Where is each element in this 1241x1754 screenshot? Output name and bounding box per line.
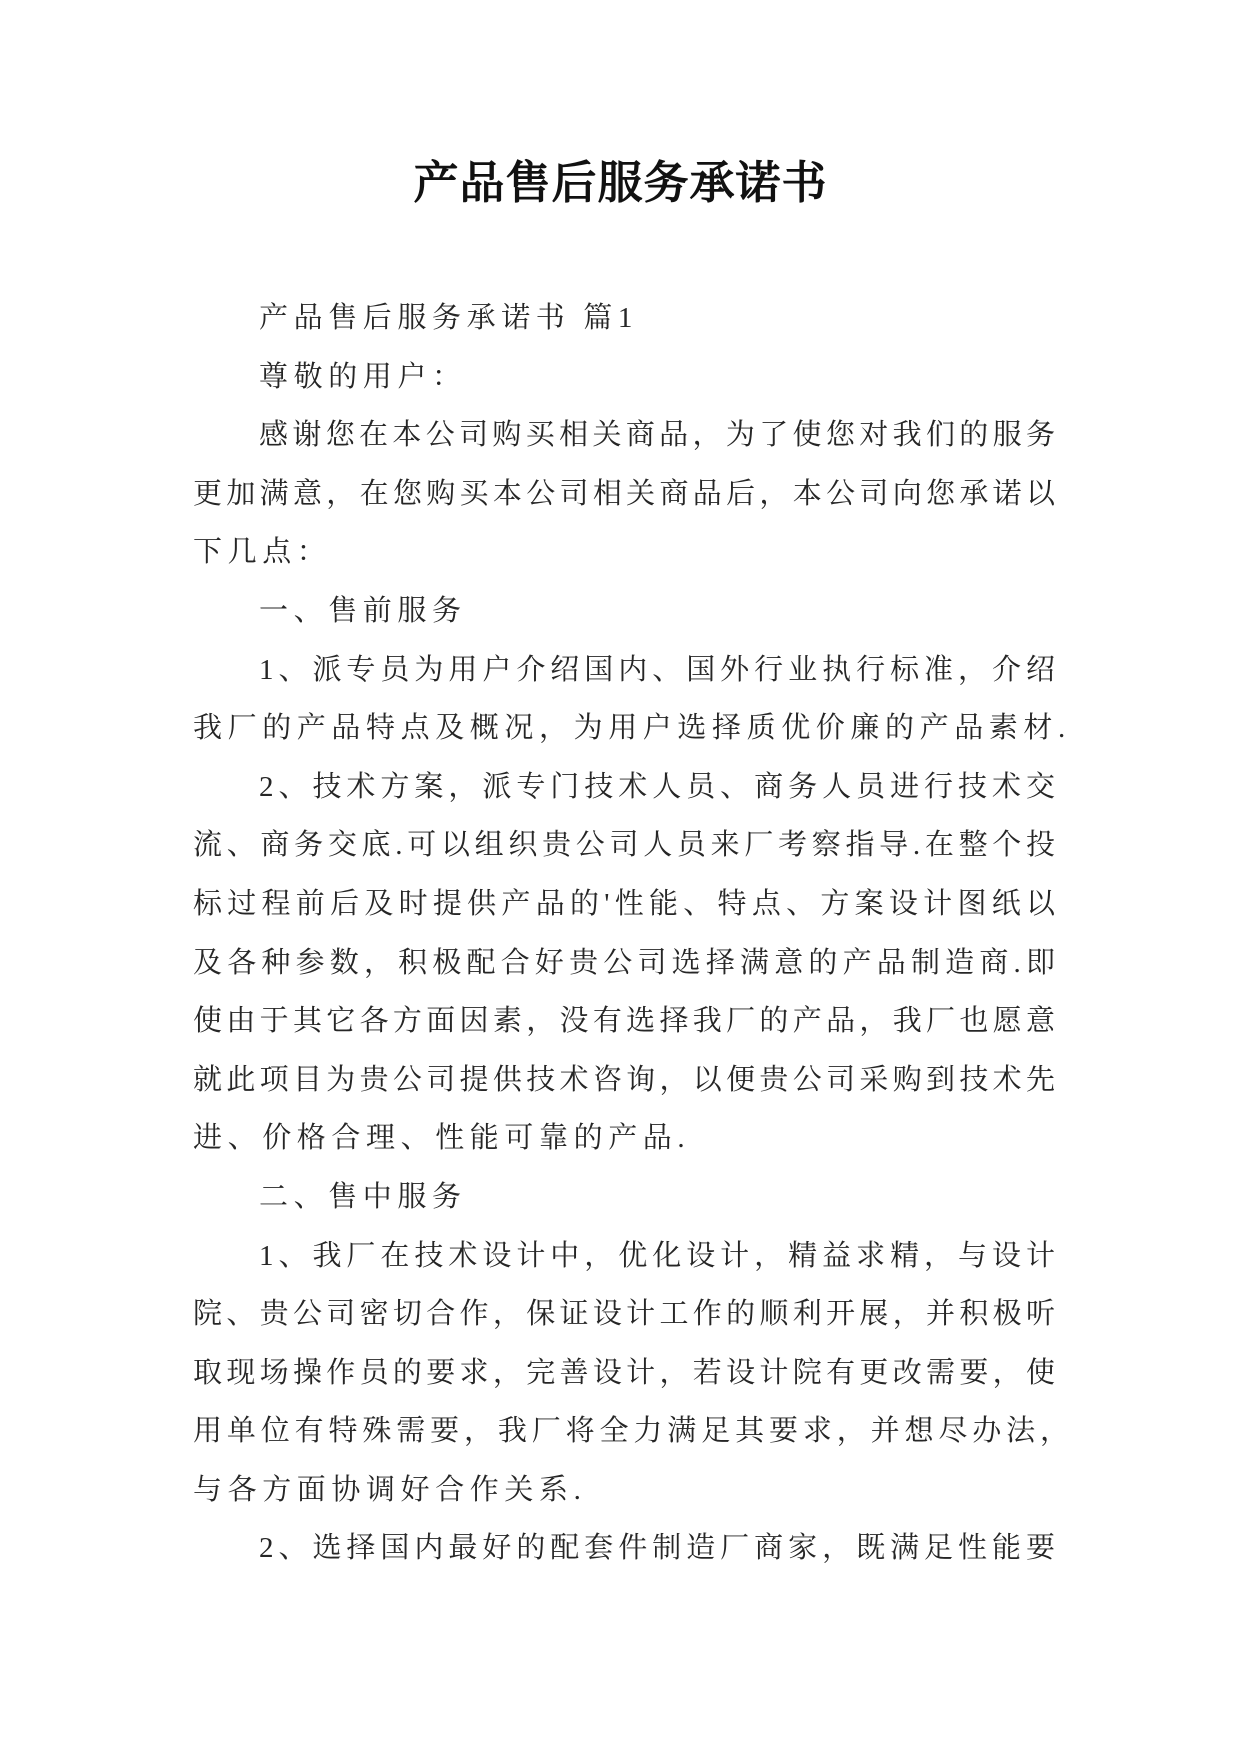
section-heading-presale (193, 582, 1057, 641)
paragraph-line: 用单位有特殊需要，我厂将全力满足其要求，并想尽办法， (193, 1415, 1071, 1448)
paragraph-line: 流、商务交底.可以组织贵公司人员来厂考察指导.在整个投 (193, 829, 1057, 862)
paragraph-line: 下几点： (193, 536, 332, 569)
paragraph-salutation (193, 348, 1057, 407)
document-body (193, 289, 1071, 1578)
paragraph-line: 更加满意，在您购买本公司相关商品后，本公司向您承诺以 (193, 477, 1057, 510)
paragraph-line: 院、贵公司密切合作，保证设计工作的顺利开展，并积极听 (193, 1298, 1057, 1331)
paragraph-line: 二、售中服务 (259, 1180, 467, 1213)
paragraph-line: 与各方面协调好合作关系. (193, 1473, 587, 1506)
paragraph-line: 感谢您在本公司购买相关商品，为了使您对我们的服务 (259, 419, 1057, 452)
paragraph-line: 取现场操作员的要求，完善设计，若设计院有更改需要，使 (193, 1356, 1057, 1389)
paragraph-line: 2、选择国内最好的配套件制造厂商家，既满足性能要 (259, 1532, 1057, 1565)
paragraph-line: 标过程前后及时提供产品的'性能、特点、方案设计图纸以 (193, 887, 1057, 920)
paragraph-line: 进、价格合理、性能可靠的产品. (193, 1122, 691, 1155)
paragraph-line: 尊敬的用户： (259, 360, 467, 393)
section-heading-insale (193, 1168, 1057, 1227)
paragraph-line: 1、派专员为用户介绍国内、国外行业执行标准，介绍 (259, 653, 1057, 686)
paragraph-line: 及各种参数，积极配合好贵公司选择满意的产品制造商.即 (193, 946, 1057, 979)
paragraph-intro (193, 406, 1057, 582)
paragraph-presale-2 (193, 758, 1057, 1168)
paragraph-insale-2 (193, 1519, 1057, 1578)
paragraph-line: 我厂的产品特点及概况，为用户选择质优价廉的产品素材. (193, 712, 1071, 745)
paragraph-line: 2、技术方案，派专门技术人员、商务人员进行技术交 (259, 770, 1057, 803)
paragraph-line: 就此项目为贵公司提供技术咨询，以便贵公司采购到技术先 (193, 1063, 1057, 1096)
paragraph-insale-1 (193, 1227, 1071, 1520)
paragraph-line: 使由于其它各方面因素，没有选择我厂的产品，我厂也愿意 (193, 1005, 1057, 1038)
paragraph-line: 1、我厂在技术设计中，优化设计，精益求精，与设计 (259, 1239, 1057, 1272)
paragraph-line: 产品售后服务承诺书 篇1 (259, 302, 638, 334)
paragraph-presale-1 (193, 641, 1071, 758)
paragraph-heading (193, 289, 1057, 348)
paragraph-line: 一、售前服务 (259, 594, 467, 627)
document-title: 产品售后服务承诺书 (413, 156, 828, 209)
